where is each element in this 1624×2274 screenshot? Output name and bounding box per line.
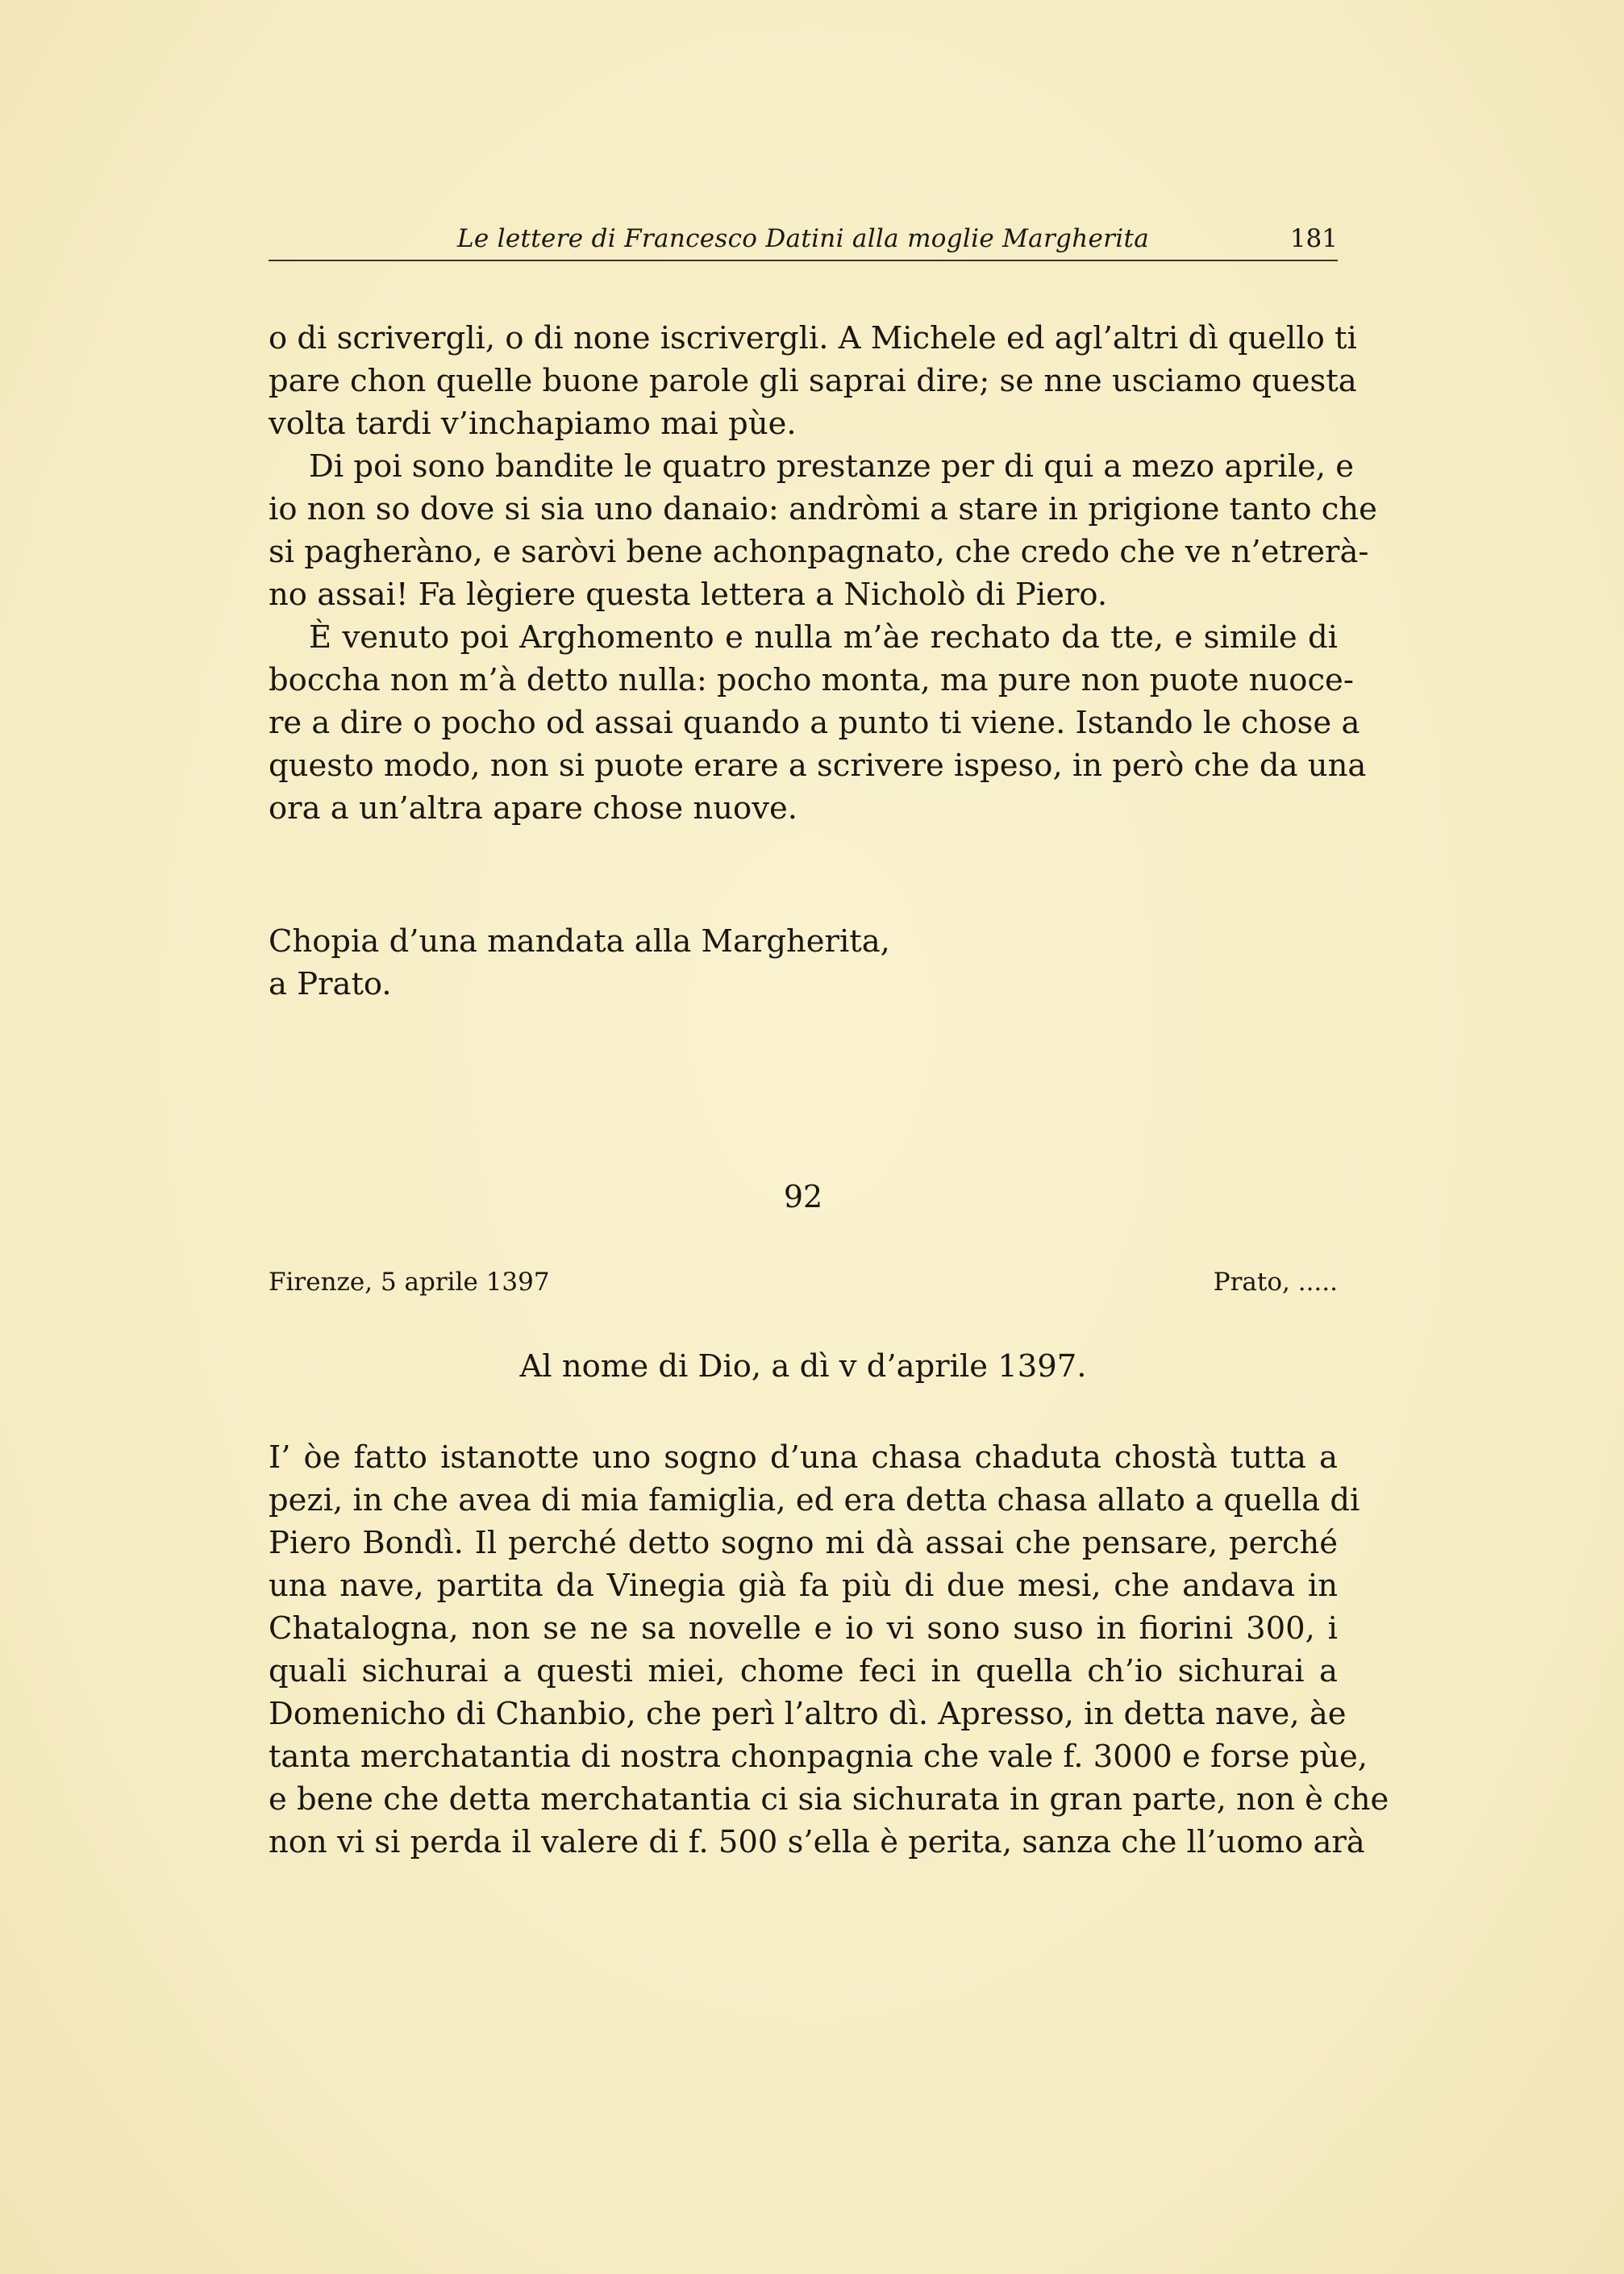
text-line: quali sichurai a questi miei, chome feci in quella ch’io sichurai a [269,1653,1338,1689]
text-line: una nave, partita da Vinegia già fa più di due mesi, che andava in [269,1568,1338,1604]
salutation: Al nome di Dio, a dì v d’aprile 1397. [519,1348,1087,1385]
letter-continuation-text [269,317,1377,830]
text-line: questo modo, non si puote erare a scrivere ispeso, in però che da una [269,748,1367,784]
text-line: e bene che detta merchatantia ci sia sichurata in gran parte, non è che [269,1781,1389,1818]
text-line: ora a un’altra apare chose nuove. [269,790,797,827]
text-line: si pagheràno, e saròvi bene achonpagnato, che credo che ve n’etrerà- [269,534,1369,570]
text-line: re a dire o pocho od assai quando a punto ti viene. Istando le chose a [269,705,1360,741]
text-line: non vi si perda il valere di f. 500 s’ella è perita, sanza che ll’uomo arà [269,1824,1365,1860]
text-line: Chatalogna, non se ne sa novelle e io vi sono suso in fiorini 300, i [269,1610,1338,1647]
text-line: volta tardi v’inchapiamo mai pùe. [269,406,797,442]
running-header [269,219,1338,261]
text-line: boccha non m’à detto nulla: pocho monta, ma pure non puote nuoce- [269,662,1354,698]
text-line: I’ òe fatto istanotte uno sogno d’una chasa chaduta chostà tutta a [269,1439,1338,1476]
place-date: Firenze, 5 aprile 1397 [269,1268,550,1297]
text-line: Piero Bondì. Il perché detto sogno mi dà assai che pensare, perché [269,1525,1338,1561]
destination: Prato, ..... [1213,1268,1338,1297]
text-line: tanta merchatantia di nostra chonpagnia che vale f. 3000 e forse pùe, [269,1739,1368,1775]
running-title: Le lettere di Francesco Datini alla moglie Margherita [456,224,1149,253]
address-line: a Prato. [269,966,392,1002]
page-number: 181 [1289,224,1338,253]
text-line: no assai! Fa lègiere questa lettera a Nicholò di Piero. [269,577,1108,613]
text-line: pare chon quelle buone parole gli saprai dire; se nne usciamo questa [269,363,1357,399]
letter-metadata [269,1268,1338,1300]
text-line: Domenicho di Chanbio, che perì l’altro dì. Apresso, in detta nave, àe [269,1696,1347,1732]
address-note [269,920,1338,1006]
address-line: Chopia d’una mandata alla Margherita, [269,923,890,960]
text-line: pezi, in che avea di mia famiglia, ed era detta chasa allato a quella di [269,1482,1360,1518]
text-line: È venuto poi Arghomento e nulla m’àe rechato da tte, e simile di [309,619,1338,656]
text-line: io non so dove si sia uno danaio: andròmi a stare in prigione tanto che [269,491,1377,527]
text-line: Di poi sono bandite le quatro prestanze per di qui a mezo aprile, e [309,448,1355,485]
letter-number: 92 [783,1179,823,1214]
text-line: o di scrivergli, o di none iscrivergli. A Michele ed agl’altri dì quello ti [269,320,1357,356]
letter-body-text [269,1436,1389,1864]
